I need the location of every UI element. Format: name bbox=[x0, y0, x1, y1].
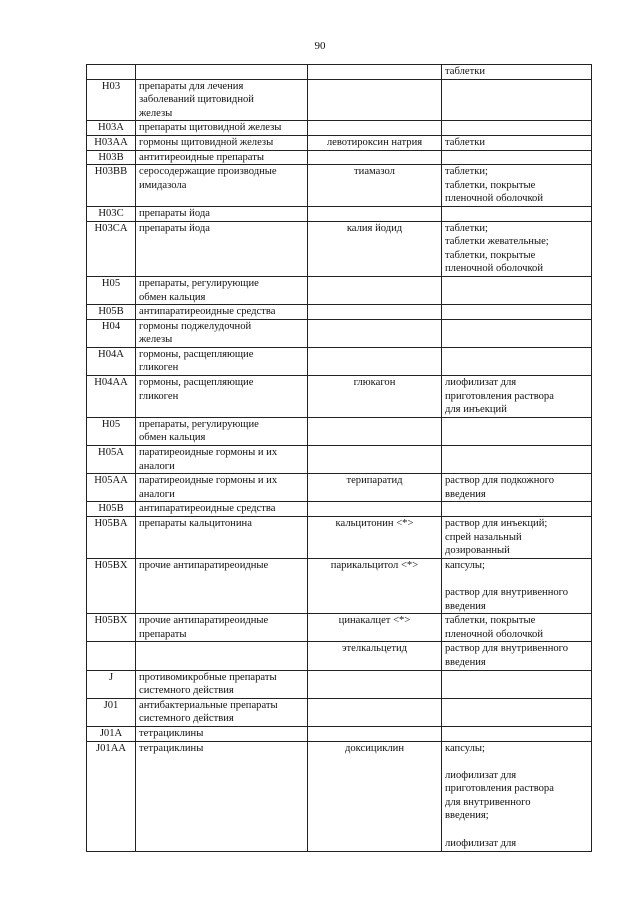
inn-cell: тиамазол bbox=[308, 165, 442, 207]
table-row bbox=[87, 305, 592, 320]
dosage-form-cell bbox=[442, 79, 592, 121]
dosage-form-cell bbox=[442, 347, 592, 375]
table-row bbox=[87, 517, 592, 559]
atc-group-cell: гормоны, расщепляющие гликоген bbox=[136, 376, 308, 418]
atc-group-cell: препараты для лечения заболеваний щитовидной железы bbox=[136, 79, 308, 121]
atc-group-cell: паратиреоидные гормоны и их аналоги bbox=[136, 474, 308, 502]
dosage-form-cell: таблетки bbox=[442, 135, 592, 150]
atc-code-cell: J bbox=[87, 670, 136, 698]
inn-cell bbox=[308, 305, 442, 320]
inn-cell bbox=[308, 417, 442, 445]
atc-group-cell: антибактериальные препараты системного действия bbox=[136, 698, 308, 726]
atc-code-cell: J01AA bbox=[87, 741, 136, 851]
inn-cell: парикальцитол <*> bbox=[308, 558, 442, 613]
atc-code-cell: H05BX bbox=[87, 614, 136, 642]
inn-cell bbox=[308, 502, 442, 517]
inn-cell: глюкагон bbox=[308, 376, 442, 418]
dosage-form-cell: лиофилизат для приготовления раствора для инъекций bbox=[442, 376, 592, 418]
inn-cell: терипаратид bbox=[308, 474, 442, 502]
table-row bbox=[87, 376, 592, 418]
table-row bbox=[87, 65, 592, 80]
dosage-form-cell: таблетки; таблетки, покрытые пленочной оболочкой bbox=[442, 165, 592, 207]
table-row bbox=[87, 135, 592, 150]
atc-code-cell: H04A bbox=[87, 347, 136, 375]
atc-group-cell bbox=[136, 65, 308, 80]
atc-group-cell: препараты щитовидной железы bbox=[136, 121, 308, 136]
medication-table bbox=[86, 64, 592, 852]
inn-cell bbox=[308, 276, 442, 304]
dosage-form-cell: капсулы; раствор для внутривенного введения bbox=[442, 558, 592, 613]
atc-group-cell: прочие антипаратиреоидные bbox=[136, 558, 308, 613]
dosage-form-cell bbox=[442, 417, 592, 445]
inn-cell: цинакалцет <*> bbox=[308, 614, 442, 642]
atc-group-cell: тетрациклины bbox=[136, 741, 308, 851]
dosage-form-cell bbox=[442, 206, 592, 221]
atc-code-cell: H05B bbox=[87, 502, 136, 517]
inn-cell: доксициклин bbox=[308, 741, 442, 851]
inn-cell bbox=[308, 698, 442, 726]
atc-code-cell: H04AA bbox=[87, 376, 136, 418]
atc-code-cell: H03B bbox=[87, 150, 136, 165]
dosage-form-cell: раствор для подкожного введения bbox=[442, 474, 592, 502]
table-row bbox=[87, 502, 592, 517]
inn-cell bbox=[308, 670, 442, 698]
atc-group-cell: гормоны, расщепляющие гликоген bbox=[136, 347, 308, 375]
dosage-form-cell bbox=[442, 121, 592, 136]
table-row bbox=[87, 347, 592, 375]
atc-code-cell: H03C bbox=[87, 206, 136, 221]
inn-cell bbox=[308, 65, 442, 80]
atc-group-cell: гормоны поджелудочной железы bbox=[136, 319, 308, 347]
inn-cell bbox=[308, 347, 442, 375]
atc-code-cell: H03A bbox=[87, 121, 136, 136]
table-row bbox=[87, 121, 592, 136]
table-row bbox=[87, 558, 592, 613]
atc-code-cell: J01 bbox=[87, 698, 136, 726]
table-row bbox=[87, 446, 592, 474]
inn-cell bbox=[308, 79, 442, 121]
inn-cell: кальцитонин <*> bbox=[308, 517, 442, 559]
atc-code-cell: H03CA bbox=[87, 221, 136, 276]
table-row bbox=[87, 642, 592, 670]
atc-code-cell: H05A bbox=[87, 446, 136, 474]
atc-code-cell: H04 bbox=[87, 319, 136, 347]
inn-cell bbox=[308, 206, 442, 221]
table-row bbox=[87, 319, 592, 347]
atc-code-cell: H05 bbox=[87, 276, 136, 304]
atc-group-cell: антипаратиреоидные средства bbox=[136, 305, 308, 320]
dosage-form-cell: раствор для внутривенного введения bbox=[442, 642, 592, 670]
atc-group-cell: препараты, регулирующие обмен кальция bbox=[136, 276, 308, 304]
inn-cell bbox=[308, 319, 442, 347]
dosage-form-cell bbox=[442, 150, 592, 165]
table-row bbox=[87, 165, 592, 207]
atc-code-cell: H05B bbox=[87, 305, 136, 320]
dosage-form-cell bbox=[442, 698, 592, 726]
atc-group-cell: препараты йода bbox=[136, 221, 308, 276]
atc-group-cell: препараты, регулирующие обмен кальция bbox=[136, 417, 308, 445]
dosage-form-cell bbox=[442, 319, 592, 347]
table-row bbox=[87, 206, 592, 221]
atc-code-cell bbox=[87, 642, 136, 670]
atc-code-cell: H03 bbox=[87, 79, 136, 121]
atc-group-cell: противомикробные препараты системного действия bbox=[136, 670, 308, 698]
atc-code-cell: H05AA bbox=[87, 474, 136, 502]
atc-group-cell: препараты кальцитонина bbox=[136, 517, 308, 559]
atc-group-cell: гормоны щитовидной железы bbox=[136, 135, 308, 150]
inn-cell bbox=[308, 121, 442, 136]
atc-code-cell: H03BB bbox=[87, 165, 136, 207]
atc-group-cell: антитиреоидные препараты bbox=[136, 150, 308, 165]
page-number: 90 bbox=[314, 40, 326, 52]
inn-cell bbox=[308, 150, 442, 165]
table-row bbox=[87, 276, 592, 304]
table-row bbox=[87, 670, 592, 698]
atc-code-cell: H03AA bbox=[87, 135, 136, 150]
table-row bbox=[87, 221, 592, 276]
inn-cell: этелкальцетид bbox=[308, 642, 442, 670]
table-row bbox=[87, 79, 592, 121]
dosage-form-cell: таблетки bbox=[442, 65, 592, 80]
dosage-form-cell bbox=[442, 446, 592, 474]
table-row bbox=[87, 698, 592, 726]
inn-cell bbox=[308, 726, 442, 741]
dosage-form-cell: таблетки; таблетки жевательные; таблетки, покрытые пленочной оболочкой bbox=[442, 221, 592, 276]
table-row bbox=[87, 614, 592, 642]
atc-group-cell: тетрациклины bbox=[136, 726, 308, 741]
atc-group-cell: прочие антипаратиреоидные препараты bbox=[136, 614, 308, 642]
table-row bbox=[87, 726, 592, 741]
atc-group-cell: серосодержащие производные имидазола bbox=[136, 165, 308, 207]
atc-group-cell: препараты йода bbox=[136, 206, 308, 221]
atc-code-cell: J01A bbox=[87, 726, 136, 741]
table-row bbox=[87, 741, 592, 851]
table-row bbox=[87, 474, 592, 502]
atc-group-cell: антипаратиреоидные средства bbox=[136, 502, 308, 517]
inn-cell bbox=[308, 446, 442, 474]
atc-code-cell: H05BA bbox=[87, 517, 136, 559]
atc-group-cell: паратиреоидные гормоны и их аналоги bbox=[136, 446, 308, 474]
dosage-form-cell bbox=[442, 305, 592, 320]
dosage-form-cell bbox=[442, 502, 592, 517]
dosage-form-cell bbox=[442, 726, 592, 741]
dosage-form-cell bbox=[442, 670, 592, 698]
dosage-form-cell: раствор для инъекций; спрей назальный дозированный bbox=[442, 517, 592, 559]
dosage-form-cell: капсулы; лиофилизат для приготовления раствора для внутривенного введения; лиофилизат для bbox=[442, 741, 592, 851]
inn-cell: калия йодид bbox=[308, 221, 442, 276]
atc-code-cell: H05 bbox=[87, 417, 136, 445]
table-row bbox=[87, 150, 592, 165]
atc-code-cell: H05BX bbox=[87, 558, 136, 613]
table-row bbox=[87, 417, 592, 445]
dosage-form-cell bbox=[442, 276, 592, 304]
atc-group-cell bbox=[136, 642, 308, 670]
dosage-form-cell: таблетки, покрытые пленочной оболочкой bbox=[442, 614, 592, 642]
inn-cell: левотироксин натрия bbox=[308, 135, 442, 150]
atc-code-cell bbox=[87, 65, 136, 80]
